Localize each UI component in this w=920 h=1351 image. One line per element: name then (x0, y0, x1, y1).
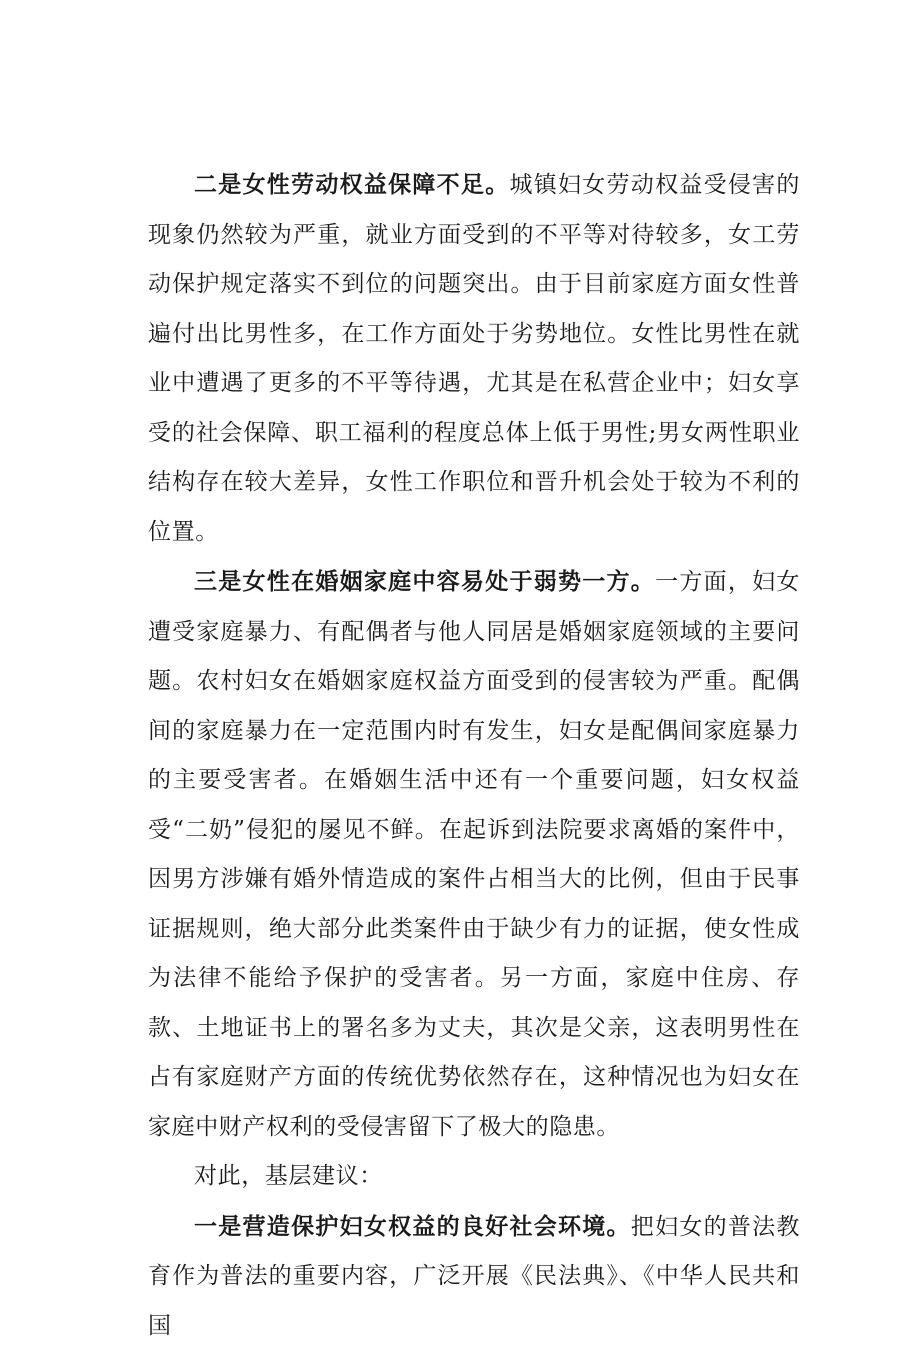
paragraph-heading: 二是女性劳动权益保障不足。 (194, 171, 509, 198)
paragraph-heading: 三是女性在婚姻家庭中容易处于弱势一方。 (194, 568, 655, 595)
paragraph-suggestions-intro (148, 1152, 800, 1202)
paragraph-text: 一方面，妇女遭受家庭暴力、有配偶者与他人同居是婚姻家庭领域的主要问题。农村妇女在婚姻家庭权益方面受到的侵害较为严重。配偶间的家庭暴力在一定范围内时有发生，妇女是配偶间家庭暴力的主要受害者。在婚姻生活中还有一个重要问题，妇女权益受“二奶”侵犯的屡见不鲜。在起诉到法院要求离婚的案件中，因男方涉嫌有婚外情造成的案件占相当大的比例，但由于民事证据规则，绝大部分此类案件由于缺少有力的证据，使女性成为法律不能给予保护的受害者。另一方面，家庭中住房、存款、土地证书上的署名多为丈夫，其次是父亲，这表明男性在占有家庭财产方面的传统优势依然存在，这种情况也为妇女在家庭中财产权利的受侵害留下了极大的隐患。 (148, 569, 800, 1140)
paragraph-text: 把妇女的普法教育作为普法的重要内容，广泛开展《民法典》、《中华人民共和国 (148, 1214, 800, 1339)
document-body (148, 160, 800, 1351)
paragraph-text: 城镇妇女劳动权益受侵害的现象仍然较为严重，就业方面受到的不平等对待较多，女工劳动保护规定落实不到位的问题突出。由于目前家庭方面女性普遍付出比男性多，在工作方面处于劣势地位。女性比男性在就业中遭遇了更多的不平等待遇，尤其是在私营企业中；妇女享受的社会保障、职工福利的程度总体上低于男性;男女两性职业结构存在较大差异，女性工作职位和晋升机会处于较为不利的位置。 (148, 172, 800, 545)
paragraph-marriage-family (148, 557, 800, 1152)
paragraph-labor-rights (148, 160, 800, 557)
paragraph-social-environment (148, 1202, 800, 1351)
paragraph-heading: 一是营造保护妇女权益的良好社会环境。 (194, 1213, 631, 1240)
paragraph-text: 对此，基层建议： (194, 1163, 383, 1189)
